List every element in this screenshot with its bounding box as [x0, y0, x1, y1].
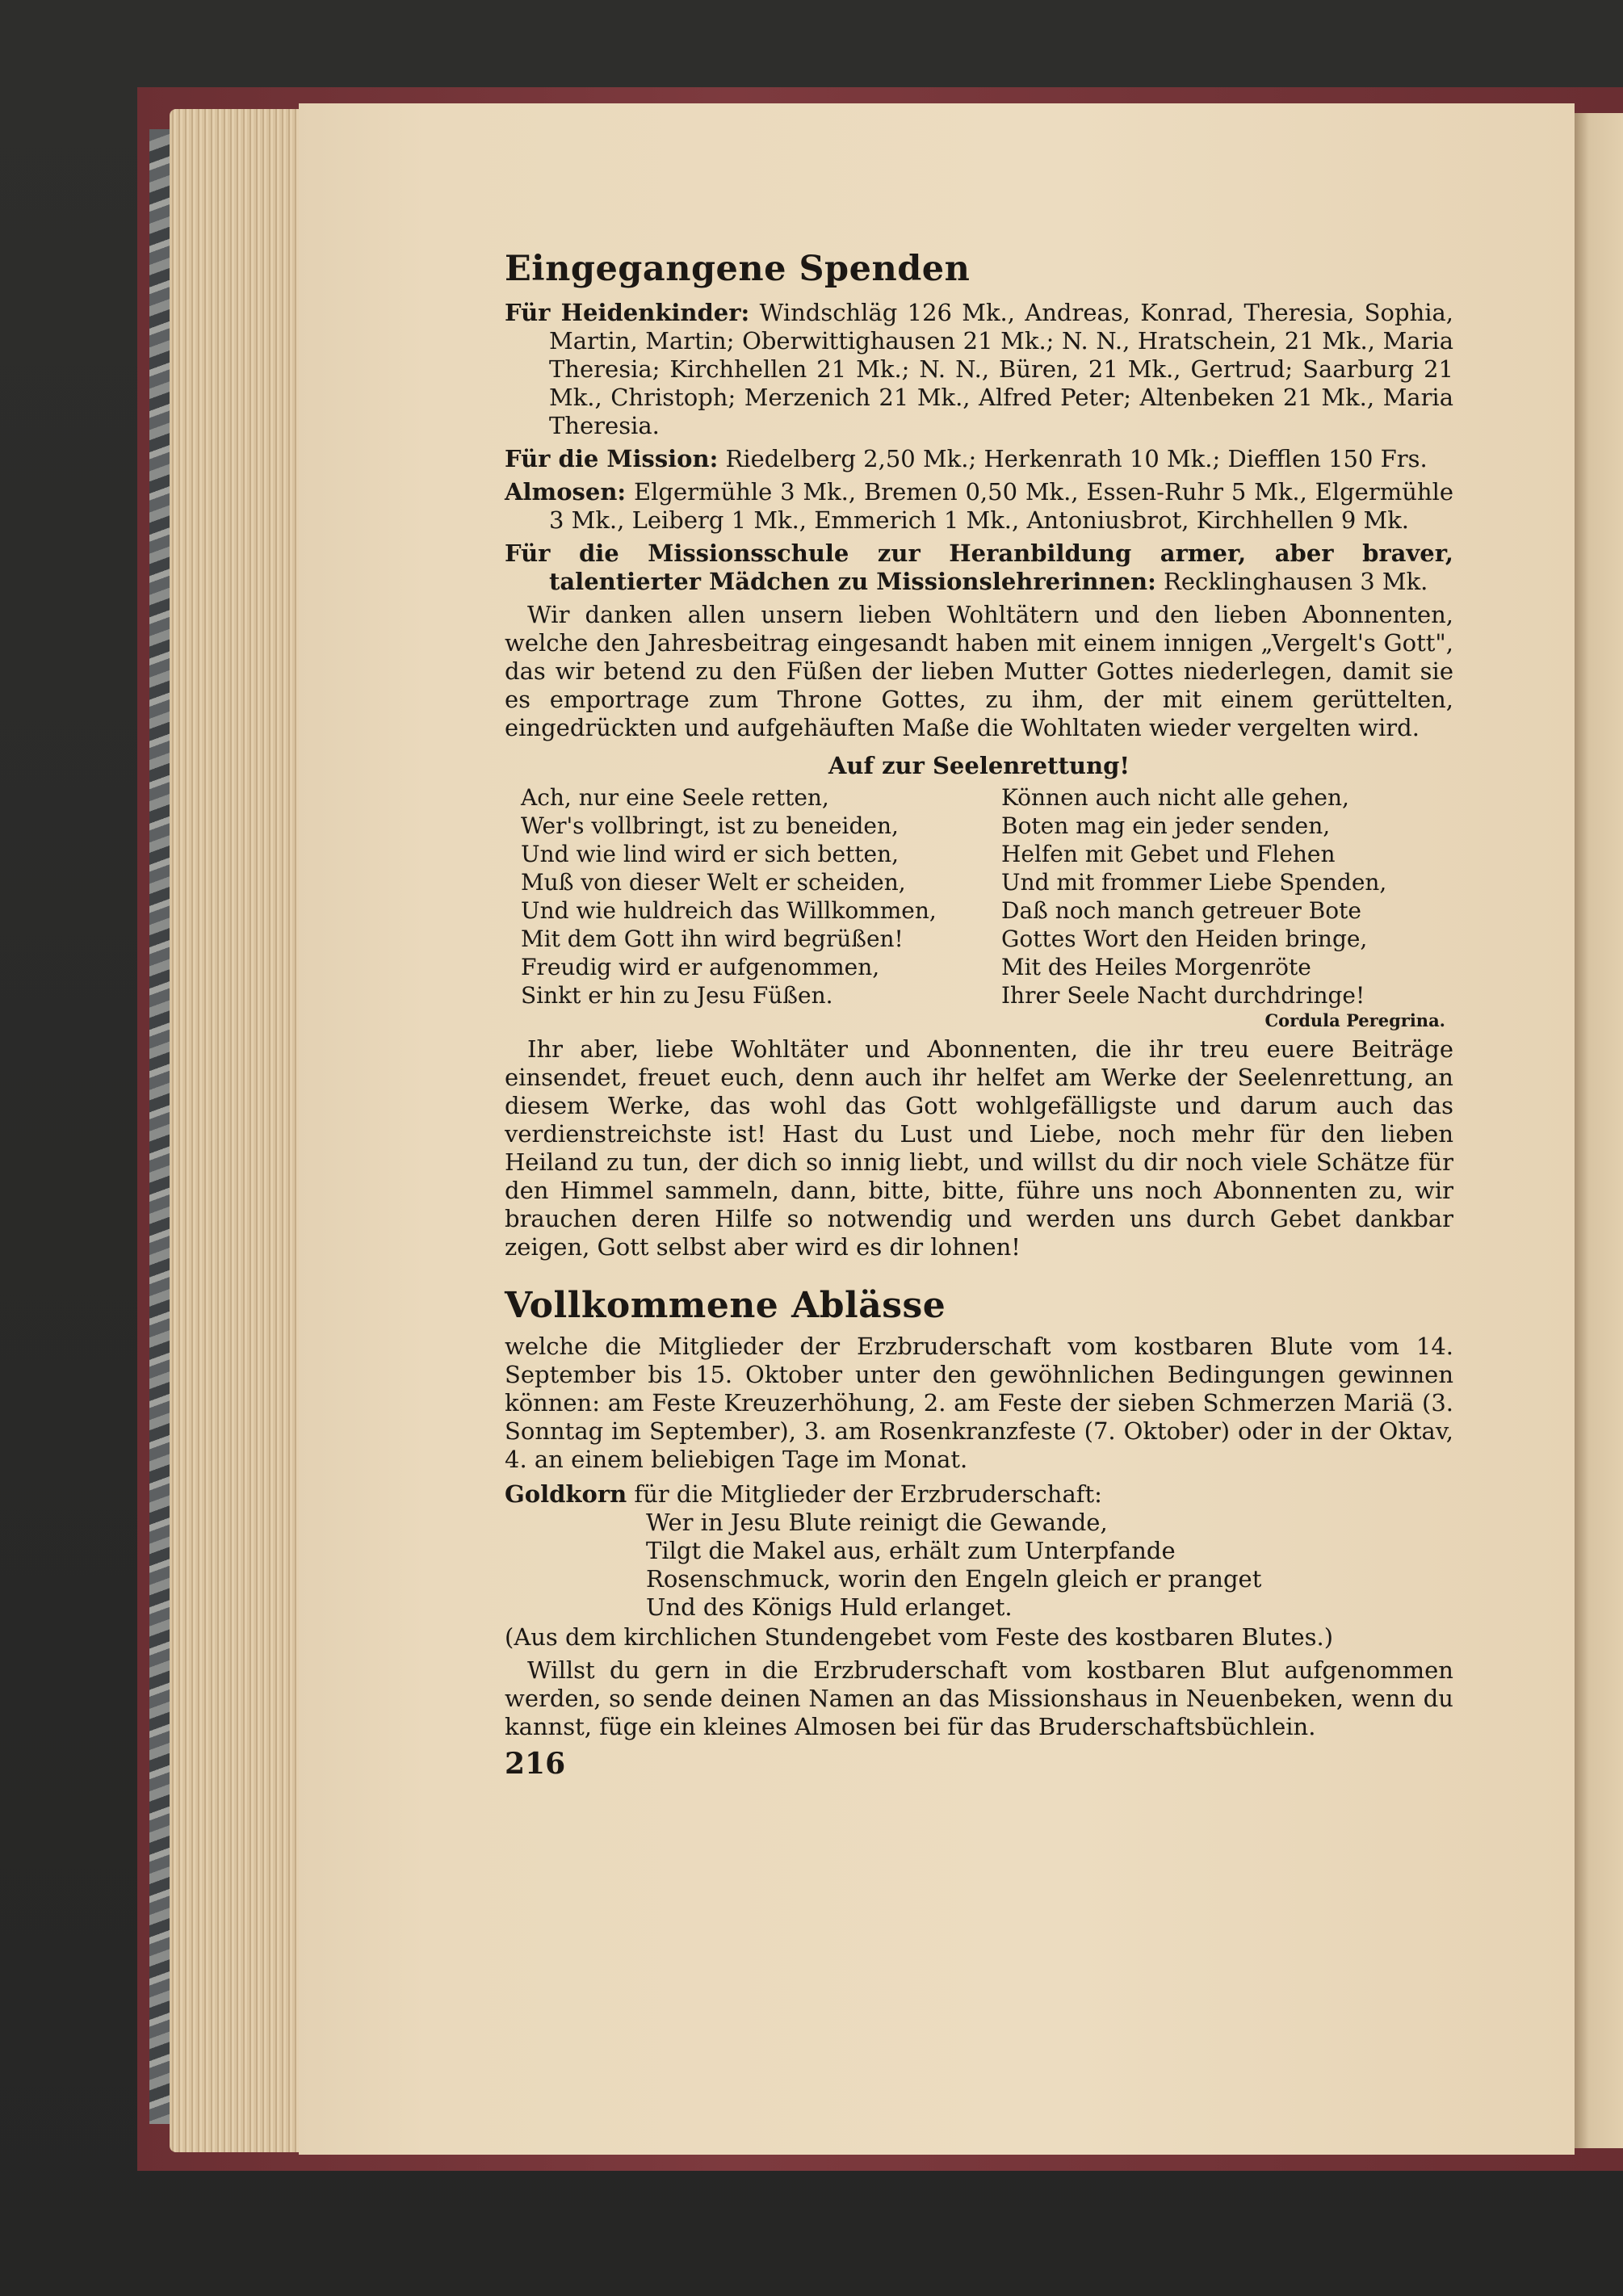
- page-number: 216: [505, 1747, 566, 1781]
- poem-line: Und wie lind wird er sich betten,: [521, 841, 900, 867]
- poem-line: Und wie huldreich das Willkommen,: [521, 897, 937, 924]
- goldkorn-label: Goldkorn: [505, 1480, 627, 1508]
- poem-line: Gottes Wort den Heiden bringe,: [1001, 926, 1368, 952]
- goldkorn-verse: [505, 1509, 1453, 1622]
- verse-line: Und des Königs Huld erlanget.: [646, 1593, 1013, 1621]
- section-title-ablaesse: Vollkommene Ablässe: [505, 1285, 946, 1326]
- poem: [505, 783, 1453, 1009]
- poem-author: Cordula Peregrina.: [1264, 1010, 1445, 1030]
- poem-title: Auf zur Seelenrettung!: [828, 752, 1130, 779]
- poem-line: Können auch nicht alle gehen,: [1001, 784, 1349, 811]
- donation-entry-heidenkinder: [505, 299, 1453, 440]
- page-edges: [170, 109, 307, 2152]
- verse-line: Wer in Jesu Blute reinigt die Gewande,: [646, 1509, 1108, 1536]
- goldkorn-entry: [505, 1480, 1453, 1509]
- closing-paragraph: Willst du gern in die Erzbruderschaft vom kostbaren Blut aufgenommen werden, so sende deinen Namen an das Missionshaus in Neuenbeken, wenn du kannst, füge ein kleines Almosen bei für das Bruderschaftsbüchlein.: [505, 1656, 1453, 1740]
- page-content: [505, 249, 1453, 1782]
- section-title-spenden: Eingegangene Spenden: [505, 249, 971, 289]
- entry-label: Für die Mission:: [505, 445, 719, 472]
- entry-label: Für die Missionsschule zur Heranbildung armer, aber braver, talentierter Mädchen zu Missionslehrerinnen:: [505, 539, 1453, 595]
- appeal-paragraph: Ihr aber, liebe Wohltäter und Abonnenten, die ihr treu euere Beiträge einsendet, freuet euch, denn auch ihr helfet am Werke der Seelenrettung, an diesem Werke, das wohl das Gott wohlgefälligste und darum auch das verdienstreichste ist! Hast du Lust und Liebe, noch mehr für den lieben Heiland zu tun, der dich so innig liebt, und willst du dir noch viele Schätze für den Himmel sammeln, dann, bitte, bitte, führe uns noch Abonnenten zu, wir brauchen deren Hilfe so notwendig und werden uns durch Gebet dankbar zeigen, Gott selbst aber wird es dir lohnen!: [505, 1035, 1453, 1261]
- entry-text: Riedelberg 2,50 Mk.; Herkenrath 10 Mk.; Diefflen 150 Frs.: [725, 445, 1428, 472]
- poem-column-right: [1001, 783, 1453, 1009]
- poem-line: Ach, nur eine Seele retten,: [521, 784, 829, 811]
- entry-text: Windschläg 126 Mk., Andreas, Konrad, Theresia, Sophia, Martin, Martin; Oberwittighausen 21 Mk.; N. N., Hratschein, 21 Mk., Maria Theresia; Kirchhellen 21 Mk.; N. N., Büren, 21 Mk., Gertrud; Saarburg 21 Mk., Christoph; Merzenich 21 Mk., Alfred Peter; Altenbeken 21 Mk., Maria Theresia.: [549, 299, 1454, 439]
- poem-line: Mit des Heiles Morgenröte: [1001, 954, 1311, 980]
- ablaesse-paragraph: welche die Mitglieder der Erzbruderschaft vom kostbaren Blute vom 14. September bis 15. Oktober unter den gewöhnlichen Bedingungen gewinnen können: am Feste Kreuzerhöhung, 2. am Feste der sieben Schmerzen Mariä (3. Sonntag im September), 3. am Rosenkranzfeste (7. Oktober) oder in der Oktav, 4. an einem beliebigen Tage im Monat.: [505, 1333, 1453, 1473]
- entry-text: Elgermühle 3 Mk., Bremen 0,50 Mk., Essen-Ruhr 5 Mk., Elgermühle 3 Mk., Leiberg 1 Mk., Emmerich 1 Mk., Antoniusbrot, Kirchhellen 9 Mk.: [549, 478, 1454, 534]
- verse-line: Tilgt die Makel aus, erhält zum Unterpfande: [646, 1537, 1176, 1564]
- entry-label: Für Heidenkinder:: [505, 299, 750, 326]
- poem-line: Helfen mit Gebet und Flehen: [1001, 841, 1336, 867]
- thanks-paragraph: Wir danken allen unsern lieben Wohltätern und den lieben Abonnenten, welche den Jahresbeitrag eingesandt haben mit einem innigen „Vergelt's Gott", das wir betend zu den Füßen der lieben Mutter Gottes niederlegen, damit sie es emportrage zum Throne Gottes, zu ihm, der mit einem gerüttelten, eingedrückten und aufgehäuften Maße die Wohltaten wieder vergelten wird.: [505, 601, 1453, 741]
- verse-source: (Aus dem kirchlichen Stundengebet vom Feste des kostbaren Blutes.): [505, 1623, 1334, 1651]
- poem-line: Muß von dieser Welt er scheiden,: [521, 869, 906, 896]
- donation-entry-mission: [505, 445, 1453, 473]
- entry-text: Recklinghausen 3 Mk.: [1164, 568, 1428, 595]
- goldkorn-intro: für die Mitglieder der Erzbruderschaft:: [634, 1480, 1102, 1508]
- poem-line: Daß noch manch getreuer Bote: [1001, 897, 1361, 924]
- poem-line: Boten mag ein jeder senden,: [1001, 812, 1331, 839]
- donation-entry-missionsschule: [505, 539, 1453, 596]
- poem-column-left: [521, 783, 973, 1009]
- verse-line: Rosenschmuck, worin den Engeln gleich er pranget: [646, 1565, 1262, 1593]
- poem-line: Und mit frommer Liebe Spenden,: [1001, 869, 1387, 896]
- poem-line: Sinkt er hin zu Jesu Füßen.: [521, 982, 833, 1009]
- donation-entry-almosen: [505, 478, 1453, 535]
- facing-page-edge: [1575, 113, 1623, 2148]
- poem-line: Ihrer Seele Nacht durchdringe!: [1001, 982, 1365, 1009]
- poem-line: Wer's vollbringt, ist zu beneiden,: [521, 812, 899, 839]
- poem-line: Freudig wird er aufgenommen,: [521, 954, 880, 980]
- poem-line: Mit dem Gott ihn wird begrüßen!: [521, 926, 904, 952]
- entry-label: Almosen:: [505, 478, 627, 506]
